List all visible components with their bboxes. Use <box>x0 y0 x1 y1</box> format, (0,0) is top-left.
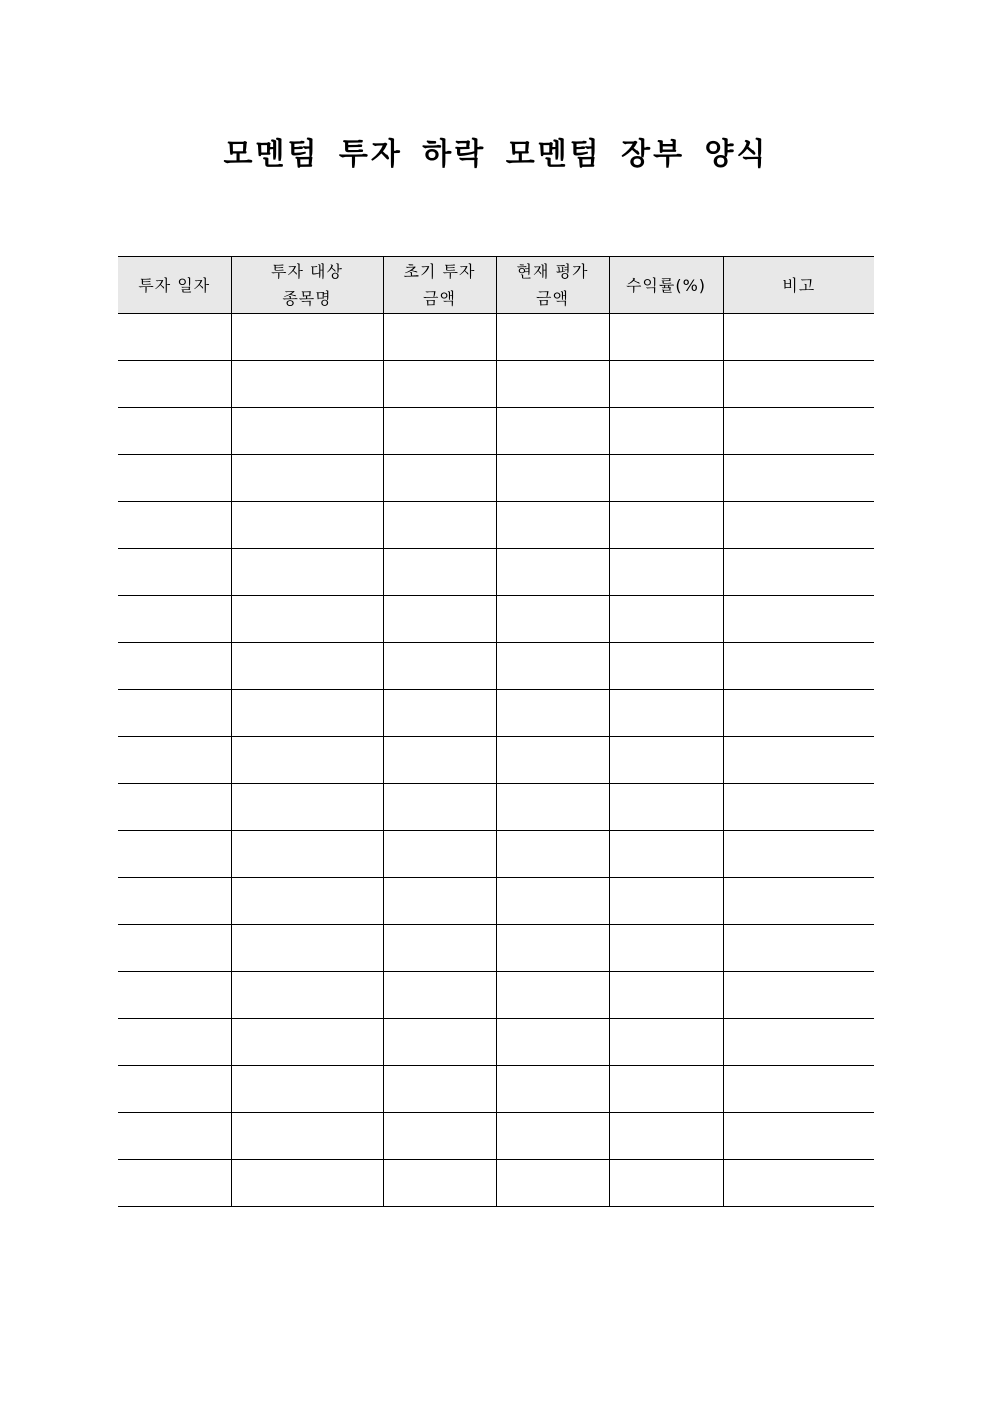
return-rate-cell[interactable] <box>609 831 723 878</box>
table-row <box>118 596 874 643</box>
stock-name-cell[interactable] <box>231 408 383 455</box>
remarks-cell[interactable] <box>723 1113 874 1160</box>
return-rate-cell[interactable] <box>609 878 723 925</box>
initial-amount-cell[interactable] <box>383 549 496 596</box>
remarks-cell[interactable] <box>723 925 874 972</box>
table-row <box>118 502 874 549</box>
return-rate-cell[interactable] <box>609 455 723 502</box>
header-row <box>118 257 874 314</box>
date-cell[interactable] <box>118 314 231 361</box>
current-value-cell[interactable] <box>496 784 609 831</box>
remarks-cell[interactable] <box>723 737 874 784</box>
current-value-cell[interactable] <box>496 925 609 972</box>
date-cell[interactable] <box>118 502 231 549</box>
table-row <box>118 643 874 690</box>
current-value-cell[interactable] <box>496 1066 609 1113</box>
table-row <box>118 408 874 455</box>
date-cell[interactable] <box>118 408 231 455</box>
date-cell[interactable] <box>118 361 231 408</box>
date-cell[interactable] <box>118 972 231 1019</box>
table-row <box>118 549 874 596</box>
remarks-cell[interactable] <box>723 1019 874 1066</box>
initial-amount-cell[interactable] <box>383 596 496 643</box>
remarks-cell[interactable] <box>723 972 874 1019</box>
return-rate-cell[interactable] <box>609 972 723 1019</box>
remarks-cell[interactable] <box>723 361 874 408</box>
date-cell[interactable] <box>118 549 231 596</box>
table-row <box>118 1160 874 1207</box>
remarks-cell[interactable] <box>723 690 874 737</box>
header-investment-date: 투자 일자 <box>118 257 231 314</box>
return-rate-cell[interactable] <box>609 502 723 549</box>
initial-amount-cell[interactable] <box>383 1160 496 1207</box>
remarks-cell[interactable] <box>723 314 874 361</box>
initial-amount-cell[interactable] <box>383 408 496 455</box>
table-row <box>118 831 874 878</box>
table-row <box>118 1019 874 1066</box>
stock-name-cell[interactable] <box>231 925 383 972</box>
current-value-cell[interactable] <box>496 549 609 596</box>
remarks-cell[interactable] <box>723 784 874 831</box>
date-cell[interactable] <box>118 784 231 831</box>
table-row <box>118 925 874 972</box>
return-rate-cell[interactable] <box>609 737 723 784</box>
header-remarks: 비고 <box>723 257 874 314</box>
ledger-table <box>118 256 874 1207</box>
return-rate-cell[interactable] <box>609 314 723 361</box>
return-rate-cell[interactable] <box>609 1160 723 1207</box>
stock-name-cell[interactable] <box>231 455 383 502</box>
return-rate-cell[interactable] <box>609 1113 723 1160</box>
stock-name-cell[interactable] <box>231 1019 383 1066</box>
initial-amount-cell[interactable] <box>383 455 496 502</box>
stock-name-cell[interactable] <box>231 361 383 408</box>
current-value-cell[interactable] <box>496 455 609 502</box>
return-rate-cell[interactable] <box>609 784 723 831</box>
date-cell[interactable] <box>118 455 231 502</box>
ledger-body <box>118 314 874 1207</box>
table-row <box>118 878 874 925</box>
stock-name-cell[interactable] <box>231 784 383 831</box>
current-value-cell[interactable] <box>496 314 609 361</box>
stock-name-cell[interactable] <box>231 643 383 690</box>
remarks-cell[interactable] <box>723 408 874 455</box>
stock-name-cell[interactable] <box>231 1066 383 1113</box>
initial-amount-cell[interactable] <box>383 1113 496 1160</box>
date-cell[interactable] <box>118 1113 231 1160</box>
table-row <box>118 1066 874 1113</box>
return-rate-cell[interactable] <box>609 1019 723 1066</box>
current-value-cell[interactable] <box>496 737 609 784</box>
initial-amount-cell[interactable] <box>383 878 496 925</box>
initial-amount-cell[interactable] <box>383 831 496 878</box>
return-rate-cell[interactable] <box>609 596 723 643</box>
initial-amount-cell[interactable] <box>383 784 496 831</box>
stock-name-cell[interactable] <box>231 596 383 643</box>
date-cell[interactable] <box>118 1160 231 1207</box>
return-rate-cell[interactable] <box>609 1066 723 1113</box>
initial-amount-cell[interactable] <box>383 1066 496 1113</box>
date-cell[interactable] <box>118 878 231 925</box>
current-value-cell[interactable] <box>496 361 609 408</box>
current-value-cell[interactable] <box>496 643 609 690</box>
table-row <box>118 361 874 408</box>
remarks-cell[interactable] <box>723 502 874 549</box>
date-cell[interactable] <box>118 690 231 737</box>
return-rate-cell[interactable] <box>609 549 723 596</box>
current-value-cell[interactable] <box>496 502 609 549</box>
date-cell[interactable] <box>118 643 231 690</box>
current-value-cell[interactable] <box>496 878 609 925</box>
return-rate-cell[interactable] <box>609 361 723 408</box>
remarks-cell[interactable] <box>723 878 874 925</box>
stock-name-cell[interactable] <box>231 878 383 925</box>
date-cell[interactable] <box>118 737 231 784</box>
table-row <box>118 314 874 361</box>
table-row <box>118 972 874 1019</box>
current-value-cell[interactable] <box>496 1113 609 1160</box>
initial-amount-cell[interactable] <box>383 925 496 972</box>
header-stock-name: 투자 대상 종목명 <box>231 257 383 314</box>
date-cell[interactable] <box>118 925 231 972</box>
date-cell[interactable] <box>118 596 231 643</box>
table-row <box>118 455 874 502</box>
stock-name-cell[interactable] <box>231 737 383 784</box>
remarks-cell[interactable] <box>723 1160 874 1207</box>
remarks-cell[interactable] <box>723 549 874 596</box>
initial-amount-cell[interactable] <box>383 502 496 549</box>
header-current-value: 현재 평가 금액 <box>496 257 609 314</box>
stock-name-cell[interactable] <box>231 690 383 737</box>
initial-amount-cell[interactable] <box>383 314 496 361</box>
return-rate-cell[interactable] <box>609 690 723 737</box>
stock-name-cell[interactable] <box>231 314 383 361</box>
initial-amount-cell[interactable] <box>383 643 496 690</box>
current-value-cell[interactable] <box>496 408 609 455</box>
header-initial-amount: 초기 투자 금액 <box>383 257 496 314</box>
remarks-cell[interactable] <box>723 1066 874 1113</box>
table-row <box>118 784 874 831</box>
stock-name-cell[interactable] <box>231 831 383 878</box>
current-value-cell[interactable] <box>496 972 609 1019</box>
stock-name-cell[interactable] <box>231 1113 383 1160</box>
return-rate-cell[interactable] <box>609 408 723 455</box>
return-rate-cell[interactable] <box>609 925 723 972</box>
return-rate-cell[interactable] <box>609 643 723 690</box>
stock-name-cell[interactable] <box>231 1160 383 1207</box>
initial-amount-cell[interactable] <box>383 361 496 408</box>
current-value-cell[interactable] <box>496 690 609 737</box>
table-row <box>118 737 874 784</box>
stock-name-cell[interactable] <box>231 502 383 549</box>
date-cell[interactable] <box>118 1019 231 1066</box>
initial-amount-cell[interactable] <box>383 690 496 737</box>
header-return-rate: 수익률(%) <box>609 257 723 314</box>
date-cell[interactable] <box>118 831 231 878</box>
initial-amount-cell[interactable] <box>383 737 496 784</box>
table-row <box>118 690 874 737</box>
document-title: 모멘텀 투자 하락 모멘텀 장부 양식 <box>223 137 769 172</box>
current-value-cell[interactable] <box>496 831 609 878</box>
initial-amount-cell[interactable] <box>383 972 496 1019</box>
stock-name-cell[interactable] <box>231 972 383 1019</box>
remarks-cell[interactable] <box>723 455 874 502</box>
table-row <box>118 1113 874 1160</box>
remarks-cell[interactable] <box>723 596 874 643</box>
date-cell[interactable] <box>118 1066 231 1113</box>
initial-amount-cell[interactable] <box>383 1019 496 1066</box>
current-value-cell[interactable] <box>496 1160 609 1207</box>
remarks-cell[interactable] <box>723 831 874 878</box>
current-value-cell[interactable] <box>496 1019 609 1066</box>
remarks-cell[interactable] <box>723 643 874 690</box>
current-value-cell[interactable] <box>496 596 609 643</box>
stock-name-cell[interactable] <box>231 549 383 596</box>
